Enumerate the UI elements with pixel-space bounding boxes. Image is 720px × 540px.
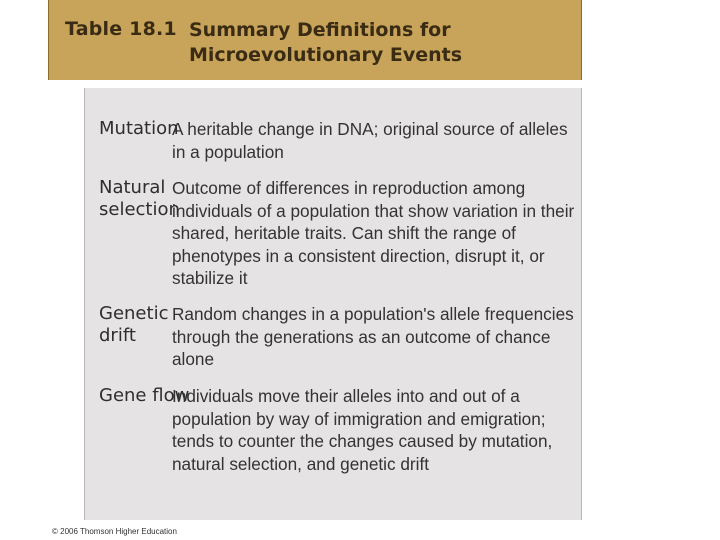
definition-genetic-drift: Random changes in a population's allele frequencies through the generations as an outcome of chance alone — [172, 304, 574, 369]
term-genetic-drift: Genetic drift — [99, 303, 169, 346]
term-mutation: Mutation — [99, 118, 179, 139]
table-number: Table 18.1 — [65, 18, 177, 40]
definition-natural-selection: Outcome of differences in reproduction among individuals of a population that show variation in their shared, heritable traits. Can shift the range of phenotypes in a consistent direction, disrupt it, or stabilize it — [172, 178, 575, 288]
term-natural-selection: Natural selection — [99, 177, 180, 220]
table-title: Summary Definitions for Microevolutionary Events — [189, 19, 463, 66]
summary-table — [48, 0, 582, 524]
table-header — [48, 0, 582, 80]
definition-mutation: A heritable change in DNA; original source of alleles in a population — [172, 119, 568, 162]
copyright-notice: © 2006 Thomson Higher Education — [52, 527, 177, 536]
definition-gene-flow: Individuals move their alleles into and out of a population by way of immigration and emigration; tends to counter the changes caused by mutation, natural selection, and genetic drift — [172, 386, 553, 474]
table-body — [84, 88, 582, 520]
term-gene-flow: Gene flow — [99, 385, 190, 406]
